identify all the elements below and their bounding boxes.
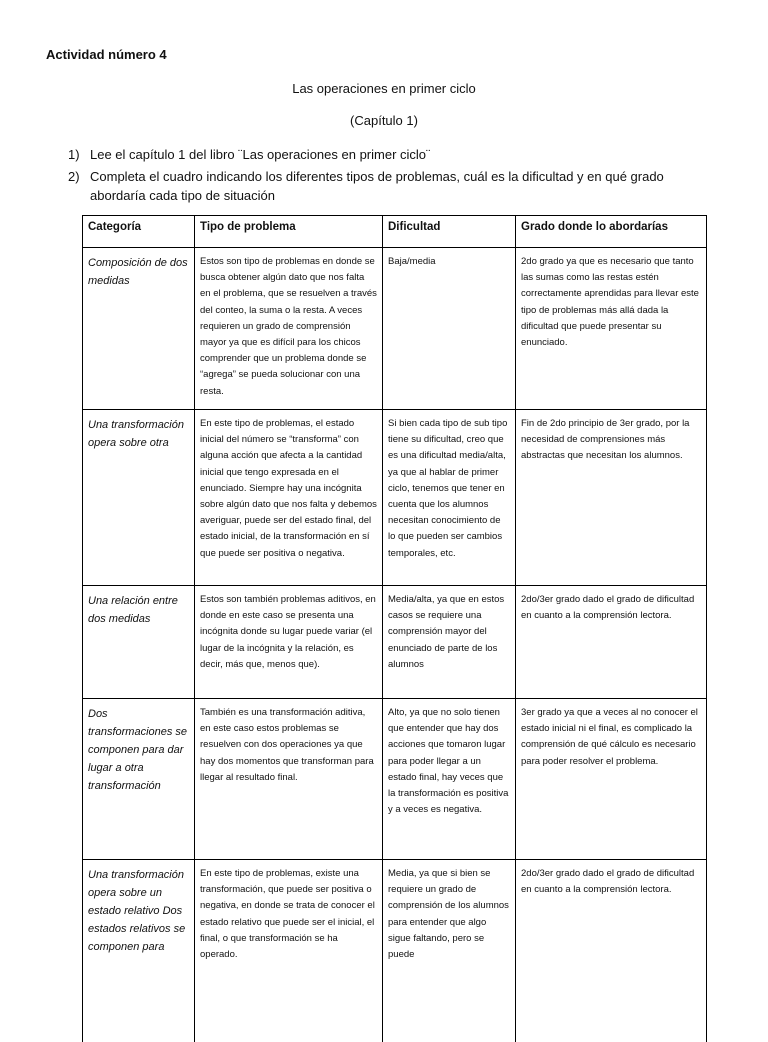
problems-table [82,215,707,1042]
cell-grado: 3er grado ya que a veces al no conocer el estado inicial ni el final, es complicado la comprensión de qué cálculo es necesario para poder resolver el problema. [516,699,707,860]
cell-grado: Fin de 2do principio de 3er grado, por la necesidad de comprensiones más abstractas que necesitan los alumnos. [516,410,707,586]
cell-dificultad: Baja/media [383,248,516,410]
header-categoria: Categoría [83,216,195,248]
instruction-text: Completa el cuadro indicando los diferentes tipos de problemas, cuál es la dificultad y en qué grado abordaría cada tipo de situación [90,169,664,203]
header-tipo-de-problema: Tipo de problema [195,216,383,248]
instruction-text: Lee el capítulo 1 del libro ¨Las operaciones en primer ciclo¨ [90,147,430,162]
document-subtitle: (Capítulo 1) [0,113,768,128]
cell-dificultad: Media/alta, ya que en estos casos se requiere una comprensión mayor del enunciado de parte de los alumnos [383,586,516,699]
instruction-item [68,167,720,205]
instructions-list [68,145,720,208]
instruction-item [68,145,720,164]
cell-categoria: Composición de dos medidas [83,248,195,410]
cell-categoria: Una relación entre dos medidas [83,586,195,699]
header-dificultad: Dificultad [383,216,516,248]
activity-heading: Actividad número 4 [46,47,167,62]
cell-categoria: Una transformación opera sobre otra [83,410,195,586]
table-row [83,860,707,1042]
cell-grado: 2do grado ya que es necesario que tanto las sumas como las restas estén correctamente aprendidas para llevar este tipo de problemas más allá dada la dificultad que puede presentar su enunciado. [516,248,707,410]
cell-tipo: En este tipo de problemas, existe una transformación, que puede ser positiva o negativa, en donde se trata de conocer el estado relativo que puede ser el inicial, el final, o que transformación se ha operado. [195,860,383,1042]
header-grado: Grado donde lo abordarías [516,216,707,248]
cell-tipo: También es una transformación aditiva, en este caso estos problemas se resuelven con dos operaciones ya que hay dos momentos que transforman para llegar al resultado final. [195,699,383,860]
cell-grado: 2do/3er grado dado el grado de dificultad en cuanto a la comprensión lectora. [516,860,707,1042]
cell-dificultad: Si bien cada tipo de sub tipo tiene su dificultad, creo que es una dificultad media/alta, ya que al hablar de primer ciclo, tenemos que tener en cuenta que los alumnos necesitan conocimiento de lo que pueden ser cambios temporales, etc. [383,410,516,586]
document-title: Las operaciones en primer ciclo [0,81,768,96]
table-row [83,410,707,586]
cell-tipo: Estos son también problemas aditivos, en donde en este caso se presenta una incógnita donde su lugar puede variar (el lugar de la incógnita y la relación, es decir, más que, menos que). [195,586,383,699]
table-header-row [83,216,707,248]
instruction-number: 1) [68,145,80,164]
cell-tipo: Estos son tipo de problemas en donde se busca obtener algún dato que nos falta en el problema, que se resuelven a través del conteo, la suma o la resta. A veces requieren un grado de comprensión mayor ya que es difícil para los chicos comprender que un problema donde se “agrega” se pueda solucionar con una resta. [195,248,383,410]
table-row [83,248,707,410]
table-row [83,699,707,860]
cell-grado: 2do/3er grado dado el grado de dificultad en cuanto a la comprensión lectora. [516,586,707,699]
cell-tipo: En este tipo de problemas, el estado inicial del número se “transforma” con alguna acción que afecta a la cantidad inicial que tengo expresada en el enunciado. Siempre hay una incógnita sobre algún dato que nos falta y debemos averiguar, puede ser del estado final, del estado inicial, de la transformación en sí que puede ser positiva o negativa. [195,410,383,586]
table-row [83,586,707,699]
cell-dificultad: Alto, ya que no solo tienen que entender que hay dos acciones que tomaron lugar para poder llegar a un estado final, hay veces que la transformación es positiva y a veces es negativa. [383,699,516,860]
cell-categoria: Una transformación opera sobre un estado relativo Dos estados relativos se componen para [83,860,195,1042]
cell-categoria: Dos transformaciones se componen para dar lugar a otra transformación [83,699,195,860]
instruction-number: 2) [68,167,80,186]
cell-dificultad: Media, ya que si bien se requiere un grado de comprensión de los alumnos para entender que algo sigue faltando, pero se puede [383,860,516,1042]
